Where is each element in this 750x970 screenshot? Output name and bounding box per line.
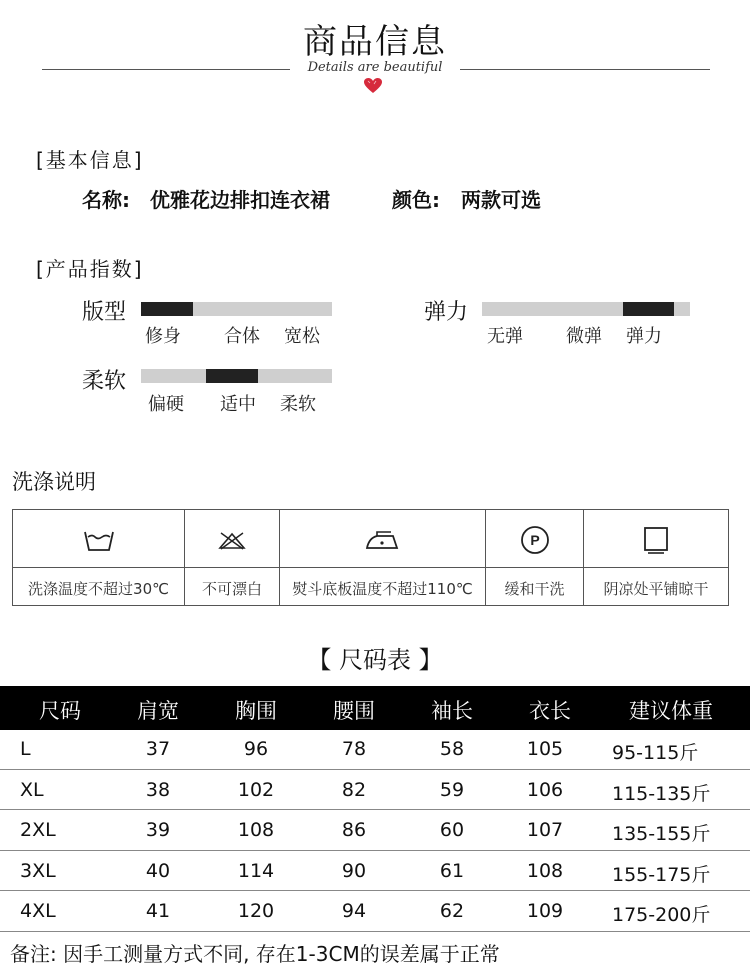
table-cell: 41 [145, 900, 171, 922]
wash-instructions-heading: 洗涤说明 [12, 470, 96, 494]
softness-scale-indicator [206, 369, 258, 383]
wash-tub-icon [83, 528, 115, 552]
iron-icon [365, 528, 401, 552]
table-cell: 62 [439, 900, 465, 922]
wash-cell-text: 阴凉处平铺晾干 [603, 580, 709, 598]
table-cell: 96 [243, 738, 269, 760]
wash-cell [486, 510, 584, 605]
svg-text:P: P [529, 532, 540, 548]
heart-icon [364, 78, 382, 94]
elasticity-scale-bar [482, 302, 690, 316]
table-cell: 120 [237, 900, 275, 922]
elasticity-scale-indicator [623, 302, 674, 316]
softness-option-1: 偏硬 [148, 394, 184, 415]
table-cell: 114 [237, 859, 275, 882]
table-cell: 95-115斤 [612, 742, 699, 764]
softness-option-3: 柔软 [280, 394, 316, 415]
fit-option-2: 合体 [224, 326, 260, 347]
elasticity-label: 弹力 [424, 300, 469, 325]
table-cell: 86 [341, 819, 367, 841]
table-row [0, 810, 750, 850]
wash-cell [584, 510, 728, 605]
color-label: 颜色: [392, 188, 440, 212]
table-cell: 58 [439, 738, 465, 760]
wash-cell [13, 510, 185, 605]
table-cell: 82 [341, 778, 367, 801]
measurement-note: 备注: 因手工测量方式不同, 存在1-3CM的误差属于正常 [10, 942, 500, 966]
table-cell: 106 [526, 778, 564, 801]
header-bust: 胸围 [235, 699, 277, 723]
table-cell: 39 [145, 819, 171, 841]
table-cell: 94 [341, 900, 367, 922]
fit-option-3: 宽松 [284, 326, 320, 347]
table-cell: 59 [439, 778, 465, 801]
table-cell: 155-175斤 [612, 863, 711, 886]
product-index-heading: [产品指数] [36, 257, 144, 281]
wash-instructions-table [12, 509, 729, 606]
table-cell: 61 [439, 859, 465, 882]
elasticity-option-2: 微弹 [566, 326, 602, 347]
fit-scale-indicator [141, 302, 193, 316]
name-label: 名称: [82, 188, 130, 212]
header-shoulder: 肩宽 [137, 699, 179, 723]
wash-cell [280, 510, 486, 605]
table-cell: 3XL [20, 859, 56, 882]
table-cell: 102 [237, 778, 275, 801]
wash-cell-text: 熨斗底板温度不超过110℃ [292, 580, 473, 598]
table-row [0, 851, 750, 891]
elasticity-option-1: 无弹 [487, 326, 523, 347]
table-cell: L [20, 738, 31, 760]
table-cell: 60 [439, 819, 465, 841]
fit-label: 版型 [82, 300, 127, 325]
wash-cell [185, 510, 280, 605]
header-subtitle: Details are beautiful [307, 60, 443, 75]
table-cell: 40 [145, 859, 171, 882]
header-weight: 建议体重 [629, 699, 713, 723]
fit-option-1: 修身 [145, 326, 181, 347]
table-cell: 107 [526, 819, 564, 841]
table-row [0, 729, 750, 769]
softness-scale-bar [141, 369, 332, 383]
table-cell: 38 [145, 778, 171, 801]
size-chart-title: 【 尺码表 】 [307, 646, 443, 674]
table-cell: 2XL [20, 819, 56, 841]
header-size: 尺码 [39, 699, 81, 723]
wash-cell-text: 洗涤温度不超过30℃ [28, 580, 169, 598]
header-divider-left [42, 69, 290, 70]
table-cell: 109 [526, 900, 564, 922]
header-divider-right [460, 69, 710, 70]
name-value: 优雅花边排扣连衣裙 [150, 188, 330, 212]
softness-label: 柔软 [82, 369, 127, 394]
wash-cell-text: 缓和干洗 [504, 580, 565, 598]
table-cell: 108 [526, 859, 564, 882]
table-cell: 115-135斤 [612, 782, 711, 805]
elasticity-option-3: 弹力 [626, 326, 662, 347]
table-cell: 135-155斤 [612, 823, 711, 845]
table-row [0, 891, 750, 931]
table-cell: 4XL [20, 900, 56, 922]
header-length: 衣长 [529, 699, 571, 723]
shade-dry-icon [642, 525, 670, 555]
row-divider [0, 931, 750, 932]
table-cell: 108 [237, 819, 275, 841]
no-bleach-icon [216, 528, 248, 552]
table-row [0, 770, 750, 810]
table-cell: 175-200斤 [612, 904, 711, 926]
table-cell: 105 [526, 738, 564, 760]
color-value: 两款可选 [461, 188, 541, 212]
table-cell: XL [20, 778, 44, 801]
page-title: 商品信息 [303, 22, 447, 62]
table-cell: 78 [341, 738, 367, 760]
table-cell: 37 [145, 738, 171, 760]
table-cell: 90 [341, 859, 367, 882]
size-chart-header [0, 686, 750, 730]
basic-info-heading: [基本信息] [36, 148, 144, 172]
wash-cell-text: 不可漂白 [201, 580, 262, 598]
fit-scale-bar [141, 302, 332, 316]
header-waist: 腰围 [333, 699, 375, 723]
header-sleeve: 袖长 [431, 699, 473, 723]
softness-option-2: 适中 [220, 394, 256, 415]
dry-clean-p-icon [519, 524, 551, 556]
